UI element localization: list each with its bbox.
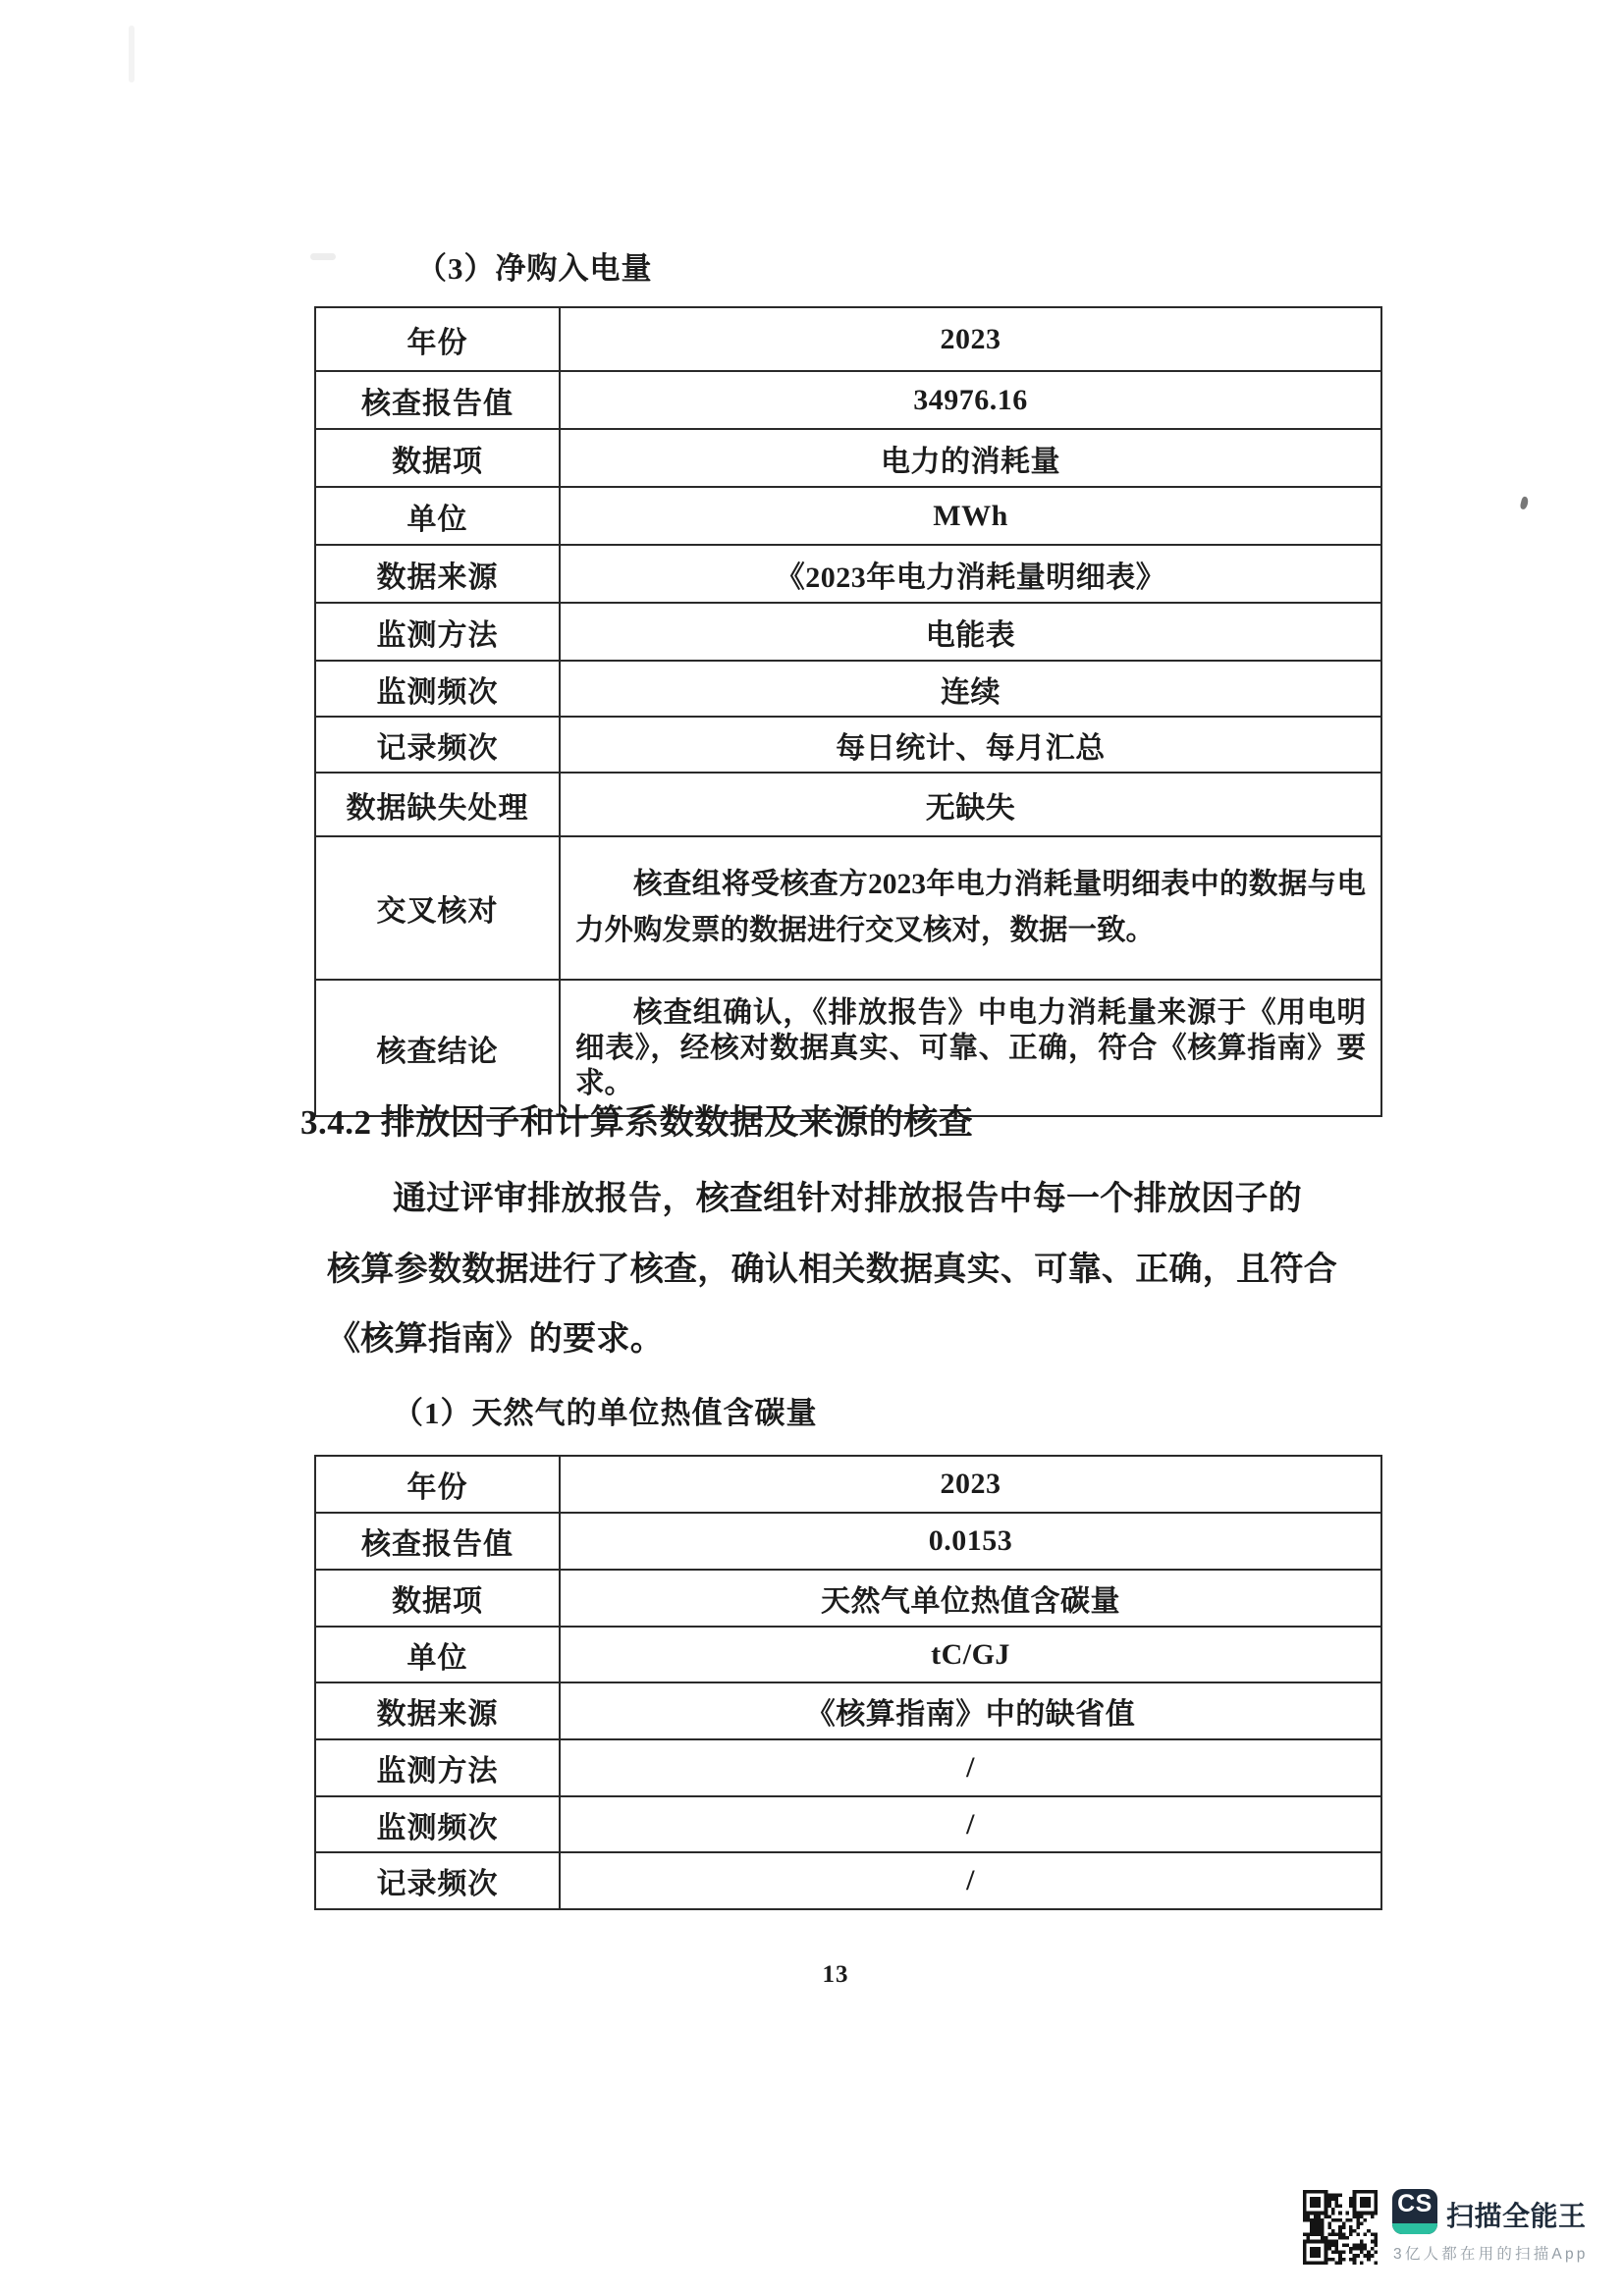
table-row bbox=[315, 429, 1381, 487]
net-purchased-electricity-table bbox=[314, 306, 1382, 1117]
row-label: 核查结论 bbox=[315, 980, 560, 1116]
row-label: 交叉核对 bbox=[315, 836, 560, 980]
table-row bbox=[315, 371, 1381, 429]
row-label: 单位 bbox=[315, 487, 560, 545]
table-row bbox=[315, 717, 1381, 773]
table-row bbox=[315, 487, 1381, 545]
table-row bbox=[315, 1513, 1381, 1570]
row-label: 数据来源 bbox=[315, 545, 560, 603]
table-row bbox=[315, 1739, 1381, 1796]
table-row bbox=[315, 1570, 1381, 1627]
camscanner-logo-icon bbox=[1392, 2189, 1437, 2234]
row-label: 监测频次 bbox=[315, 661, 560, 717]
table-row bbox=[315, 773, 1381, 836]
row-value: 电能表 bbox=[560, 603, 1381, 661]
row-label: 监测频次 bbox=[315, 1796, 560, 1852]
page-number: 13 bbox=[822, 1961, 849, 1988]
row-label: 数据来源 bbox=[315, 1682, 560, 1739]
app-name: 扫描全能王 bbox=[1446, 2201, 1587, 2231]
row-label: 单位 bbox=[315, 1627, 560, 1682]
scan-smudge bbox=[310, 253, 336, 260]
row-value: 连续 bbox=[560, 661, 1381, 717]
logo-text: CS bbox=[1397, 2190, 1433, 2217]
row-label: 核查报告值 bbox=[315, 1513, 560, 1570]
table-row bbox=[315, 603, 1381, 661]
row-label: 记录频次 bbox=[315, 717, 560, 773]
row-label: 年份 bbox=[315, 1456, 560, 1513]
table-row bbox=[315, 1456, 1381, 1513]
section-342-paragraph bbox=[327, 1164, 1337, 1375]
camscanner-watermark bbox=[1303, 2187, 1597, 2275]
row-value: 2023 bbox=[560, 307, 1381, 371]
row-value: 34976.16 bbox=[560, 371, 1381, 429]
row-value: / bbox=[560, 1852, 1381, 1909]
row-value: 核查组确认，《排放报告》中电力消耗量来源于《用电明细表》，经核对数据真实、可靠、正确，符合《核算指南》要求。 bbox=[560, 980, 1381, 1116]
table-row bbox=[315, 545, 1381, 603]
row-label: 监测方法 bbox=[315, 1739, 560, 1796]
row-label: 数据项 bbox=[315, 429, 560, 487]
qr-code-icon bbox=[1303, 2189, 1378, 2266]
row-label: 年份 bbox=[315, 307, 560, 371]
section-3-heading: （3）净购入电量 bbox=[416, 251, 653, 286]
row-value: 2023 bbox=[560, 1456, 1381, 1513]
logo-teal-bar bbox=[1392, 2223, 1437, 2234]
table-row bbox=[315, 1627, 1381, 1682]
row-value: 无缺失 bbox=[560, 773, 1381, 836]
row-label: 监测方法 bbox=[315, 603, 560, 661]
scan-speck bbox=[1520, 496, 1530, 509]
row-value: 电力的消耗量 bbox=[560, 429, 1381, 487]
paragraph-line: 《核算指南》的要求。 bbox=[327, 1321, 664, 1358]
row-value: 每日统计、每月汇总 bbox=[560, 717, 1381, 773]
row-label: 数据项 bbox=[315, 1570, 560, 1627]
table-row bbox=[315, 1682, 1381, 1739]
table-row bbox=[315, 307, 1381, 371]
table-row bbox=[315, 1852, 1381, 1909]
row-value: 核查组将受核查方2023年电力消耗量明细表中的数据与电力外购发票的数据进行交叉核对，数据一致。 bbox=[560, 836, 1381, 980]
row-value: 0.0153 bbox=[560, 1513, 1381, 1570]
paragraph-line: 核算参数数据进行了核查，确认相关数据真实、可靠、正确，且符合 bbox=[327, 1251, 1337, 1288]
natural-gas-carbon-content-table bbox=[314, 1455, 1382, 1910]
row-value: / bbox=[560, 1739, 1381, 1796]
paragraph-line: 通过评审排放报告，核查组针对排放报告中每一个排放因子的 bbox=[393, 1181, 1303, 1217]
row-value: MWh bbox=[560, 487, 1381, 545]
scan-smudge bbox=[129, 26, 135, 82]
table-row bbox=[315, 836, 1381, 980]
section-342-heading: 3.4.2 排放因子和计算系数数据及来源的核查 bbox=[300, 1103, 974, 1142]
subsection-1-heading: （1）天然气的单位热值含碳量 bbox=[393, 1396, 818, 1430]
row-label: 数据缺失处理 bbox=[315, 773, 560, 836]
row-value: tC/GJ bbox=[560, 1627, 1381, 1682]
row-value: / bbox=[560, 1796, 1381, 1852]
row-value: 《2023年电力消耗量明细表》 bbox=[560, 545, 1381, 603]
row-value: 《核算指南》中的缺省值 bbox=[560, 1682, 1381, 1739]
row-label: 核查报告值 bbox=[315, 371, 560, 429]
table-row bbox=[315, 1796, 1381, 1852]
table-row bbox=[315, 661, 1381, 717]
row-label: 记录频次 bbox=[315, 1852, 560, 1909]
app-tagline: 3亿人都在用的扫描App bbox=[1393, 2246, 1589, 2263]
row-value: 天然气单位热值含碳量 bbox=[560, 1570, 1381, 1627]
